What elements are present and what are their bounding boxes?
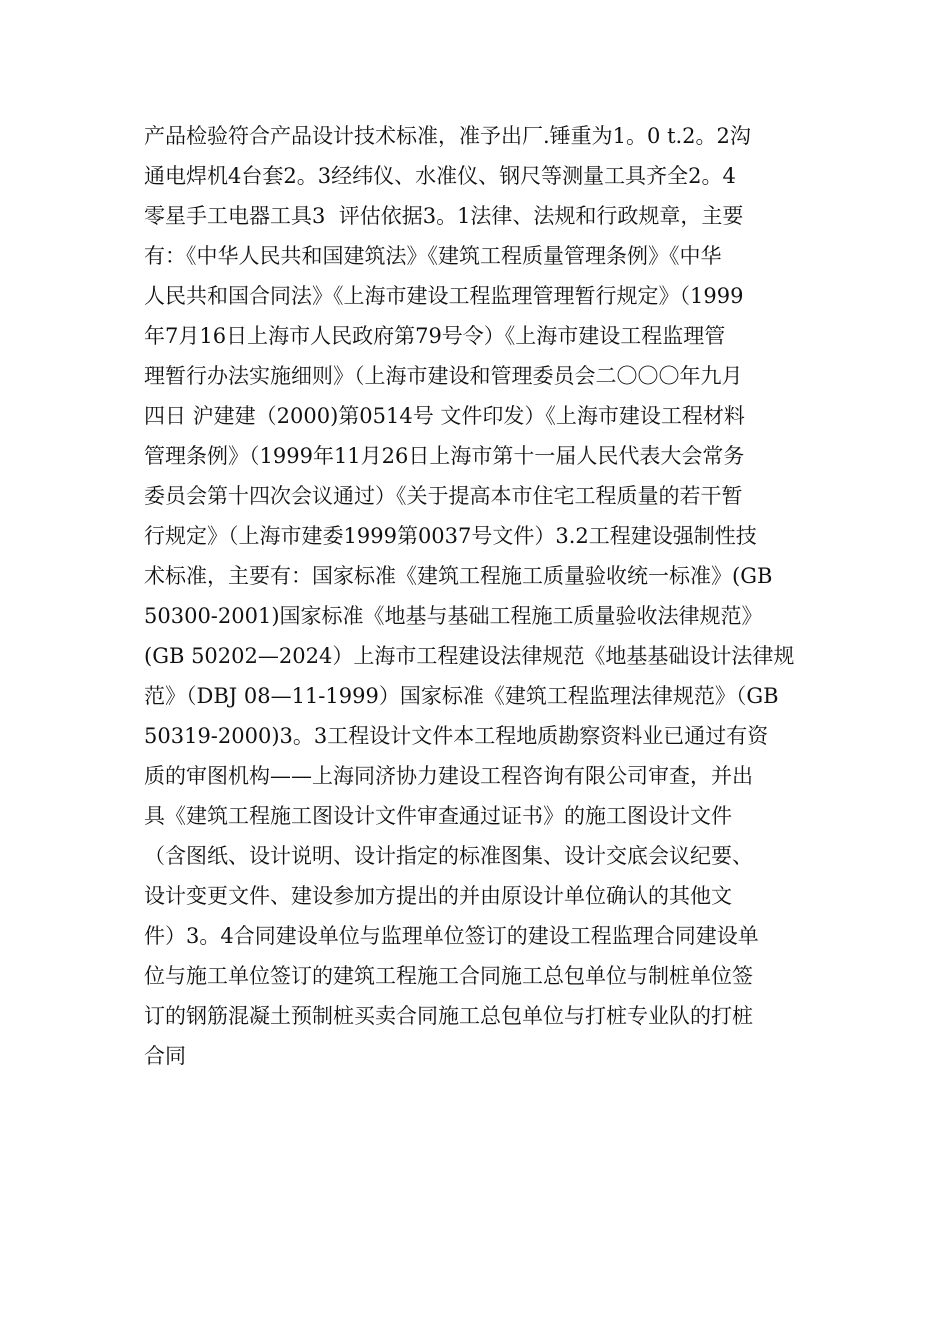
text-line: 行规定》（上海市建委1999第0037号文件）3.2工程建设强制性技 (144, 524, 757, 548)
text-line: 50300-2001)国家标准《地基与基础工程施工质量验收法律规范》 (144, 604, 763, 628)
text-line: 理暂行办法实施细则》（上海市建设和管理委员会二〇〇〇年九月 (144, 364, 743, 388)
text-line: 年7月16日上海市人民政府第79号令）《上海市建设工程监理管 (144, 324, 726, 348)
text-line: 质的审图机构——上海同济协力建设工程咨询有限公司审查，并出 (144, 764, 753, 788)
text-line: 设计变更文件、建设参加方提出的并由原设计单位确认的其他文 (144, 884, 732, 908)
text-line: 订的钢筋混凝土预制桩买卖合同施工总包单位与打桩专业队的打桩 (144, 1004, 753, 1028)
text-line: 零星手工电器工具3 评估依据3。1法律、法规和行政规章，主要 (144, 204, 744, 228)
text-line: 范》（DBJ 08—11-1999）国家标准《建筑工程监理法律规范》（GB (144, 684, 779, 708)
text-line: 具《建筑工程施工图设计文件审查通过证书》的施工图设计文件 (144, 804, 732, 828)
text-line: 件）3。4合同建设单位与监理单位签订的建设工程监理合同建设单 (144, 924, 759, 948)
text-line: (GB 50202—2024）上海市工程建设法律规范《地基基础设计法律规 (144, 644, 795, 668)
text-line: 管理条例》（1999年11月26日上海市第十一届人民代表大会常务 (144, 444, 745, 468)
body-text (144, 116, 824, 1076)
text-line: 通电焊机4台套2。3经纬仪、水准仪、钢尺等测量工具齐全2。4 (144, 164, 736, 188)
text-line: 位与施工单位签订的建筑工程施工合同施工总包单位与制桩单位签 (144, 964, 753, 988)
text-line: 产品检验符合产品设计技术标准，准予出厂.锤重为1。0 t.2。2沟 (144, 124, 751, 148)
text-line: 人民共和国合同法》《上海市建设工程监理管理暂行规定》（1999 (144, 284, 744, 308)
text-line: 委员会第十四次会议通过）《关于提高本市住宅工程质量的若干暂 (144, 484, 743, 508)
text-line: （含图纸、设计说明、设计指定的标准图集、设计交底会议纪要、 (144, 844, 753, 868)
text-line: 四日 沪建建（2000)第0514号 文件印发）《上海市建设工程材料 (144, 404, 745, 428)
text-line: 50319-2000)3。3工程设计文件本工程地质勘察资料业已通过有资 (144, 724, 769, 748)
text-line: 合同 (144, 1044, 186, 1068)
text-line: 术标准，主要有：国家标准《建筑工程施工质量验收统一标准》(GB (144, 564, 773, 588)
text-line: 有：《中华人民共和国建筑法》《建筑工程质量管理条例》《中华 (144, 244, 722, 268)
